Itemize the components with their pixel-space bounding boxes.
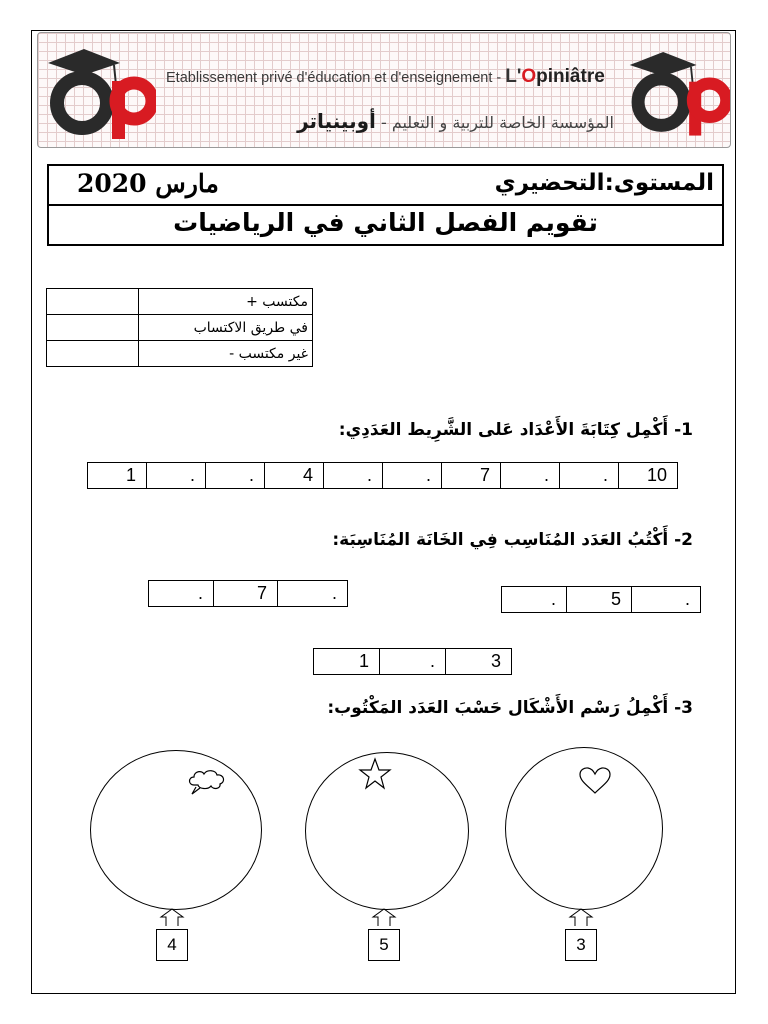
number-line-cell: 10 [618, 462, 678, 489]
number-line-cell: . [323, 462, 383, 489]
evaluation-mark-cell [47, 315, 139, 341]
number-line-cell: 7 [441, 462, 501, 489]
header-french-line [166, 66, 611, 88]
sequence-cell: 7 [213, 580, 278, 607]
sequence-cell: 3 [445, 648, 512, 675]
french-institution-name: Etablissement privé d'éducation et d'enseignement - [166, 70, 502, 86]
brand-prefix: L' [505, 66, 522, 87]
evaluation-label: مكتسب + [139, 289, 313, 315]
exam-title: تقويم الفصل الثاني في الرياضيات [173, 208, 598, 237]
evaluation-row [47, 289, 313, 315]
heart-icon [578, 766, 612, 796]
number-line-cell: 1 [87, 462, 147, 489]
level-label: المستوى:التحضيري [494, 170, 714, 196]
count-box-cloud [156, 908, 188, 961]
number-line-cell: 4 [264, 462, 324, 489]
evaluation-row [47, 315, 313, 341]
evaluation-grid [46, 288, 313, 367]
school-logo-right [626, 41, 730, 141]
arabic-institution-name: المؤسسة الخاصة للتربية و التعليم - [380, 113, 614, 132]
required-count: 5 [368, 929, 400, 961]
question-1: 1- أَكْمِل كِتَابَةَ الأَعْدَاد عَلى الشَّرِيط العَدَدِي: [338, 420, 693, 440]
title-box [47, 164, 724, 246]
arrow-up-icon [156, 908, 188, 926]
number-line-cell: . [382, 462, 442, 489]
question-2: 2- أَكْتُبُ العَدَد المُنَاسِب فِي الخَانَة المُنَاسِبَة: [332, 530, 693, 550]
sequence-group [149, 580, 348, 607]
sequence-cell: 5 [566, 586, 632, 613]
evaluation-label: في طريق الاكتساب [139, 315, 313, 341]
sequence-group [502, 586, 701, 613]
school-logo-left [44, 41, 156, 141]
drawing-circle-cloud [90, 750, 262, 910]
sequence-cell: . [379, 648, 446, 675]
sequence-cell: . [631, 586, 701, 613]
number-line-cell: . [500, 462, 560, 489]
brand-name-arabic: أوبينياتر [297, 109, 376, 133]
evaluation-mark-cell [47, 341, 139, 367]
school-header [37, 32, 731, 148]
number-line-cell: . [559, 462, 619, 489]
question-3: 3- أَكْمِلُ رَسْم الأَشْكَال حَسْبَ العَدَد المَكْتُوب: [327, 698, 693, 718]
count-box-heart [565, 908, 597, 961]
required-count: 4 [156, 929, 188, 961]
arrow-up-icon [368, 908, 400, 926]
evaluation-row [47, 341, 313, 367]
number-line-cell: . [146, 462, 206, 489]
required-count: 3 [565, 929, 597, 961]
header-arabic-line [234, 109, 614, 133]
count-box-star [368, 908, 400, 961]
sequence-cell: . [148, 580, 214, 607]
evaluation-label: غير مكتسب - [139, 341, 313, 367]
number-line-cell: . [205, 462, 265, 489]
cloud-icon [186, 767, 230, 799]
brand-o-mark: O [521, 66, 537, 87]
arrow-up-icon [565, 908, 597, 926]
title-divider [49, 204, 722, 206]
brand-name: piniâtre [536, 66, 605, 87]
sequence-cell: . [501, 586, 567, 613]
evaluation-mark-cell [47, 289, 139, 315]
sequence-group [314, 648, 512, 675]
sequence-cell: 1 [313, 648, 380, 675]
number-line [88, 462, 678, 489]
exam-date: مارس 2020 [77, 169, 219, 198]
star-icon [358, 757, 392, 791]
sequence-cell: . [277, 580, 348, 607]
